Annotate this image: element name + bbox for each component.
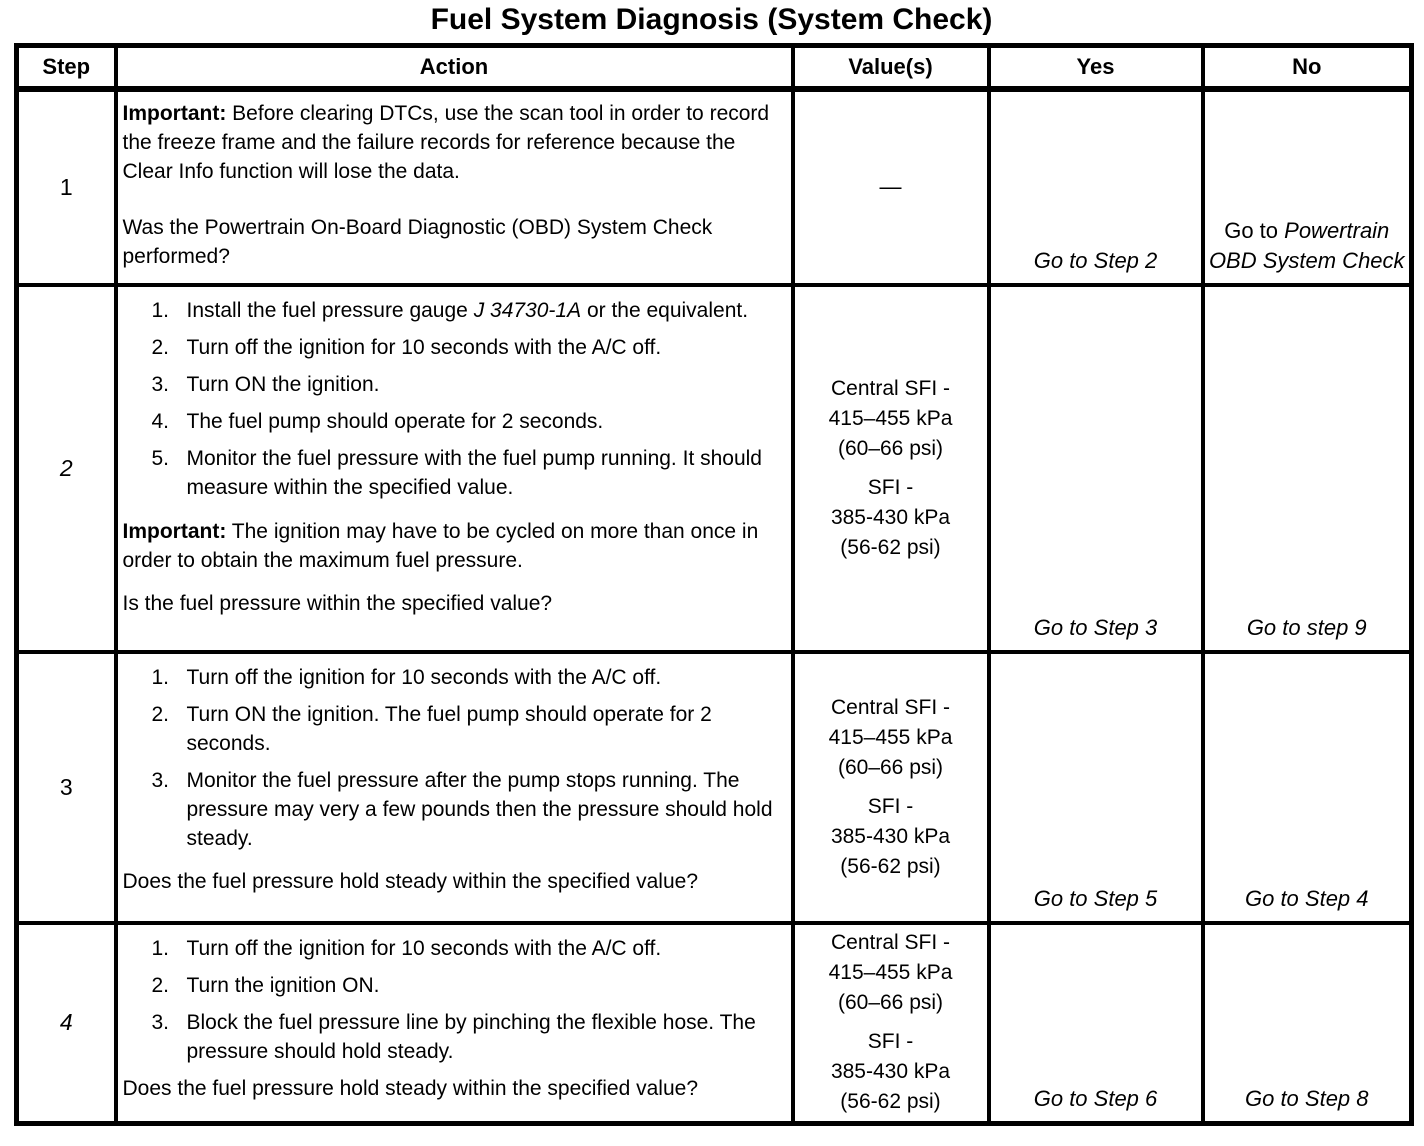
col-header-values: Value(s) <box>793 46 989 90</box>
item-text: Monitor the fuel pressure with the fuel pump running. It should measure within the specified value. <box>186 447 762 499</box>
value-line: 415–455 kPa <box>828 726 953 749</box>
value-group-central-sfi <box>797 928 985 1018</box>
item-text: Turn the ignition ON. <box>186 974 380 997</box>
value-dash: — <box>879 174 902 199</box>
action-step-list <box>123 663 777 853</box>
item-text: Install the fuel pressure gauge <box>186 299 474 322</box>
yes-cell: Go to Step 2 <box>989 89 1203 285</box>
col-header-action: Action <box>116 46 793 90</box>
action-step-item <box>123 333 777 362</box>
tool-number: J 34730-1A <box>473 299 582 322</box>
yes-cell: Go to Step 5 <box>989 652 1203 923</box>
table-row-step-1 <box>17 89 1412 285</box>
action-step-list <box>123 934 777 1066</box>
value-cell <box>793 923 989 1123</box>
action-question: Is the fuel pressure within the specified value? <box>122 592 553 615</box>
value-line: (60–66 psi) <box>837 756 944 779</box>
action-step-item <box>123 663 777 692</box>
value-line: (60–66 psi) <box>837 991 944 1015</box>
action-step-item <box>123 296 777 325</box>
value-line: 385-430 kPa <box>830 506 951 529</box>
table-row-step-2 <box>17 285 1412 652</box>
value-line: (56-62 psi) <box>840 855 941 878</box>
value-line: Central SFI - <box>830 931 951 955</box>
important-text: The ignition may have to be cycled on more than once in order to obtain the maximum fuel pressure. <box>122 520 759 572</box>
col-header-no: No <box>1203 46 1412 90</box>
item-text: Turn off the ignition for 10 seconds with the A/C off. <box>186 937 662 960</box>
action-step-item <box>123 444 777 502</box>
step-number: 3 <box>17 652 116 923</box>
page-title: Fuel System Diagnosis (System Check) <box>430 3 993 36</box>
col-header-step: Step <box>17 46 116 90</box>
table-row-step-3 <box>17 652 1412 923</box>
important-text: Before clearing DTCs, use the scan tool in order to record the freeze frame and the failure records for reference because the Clear Info function will lose the data. <box>122 102 770 183</box>
value-cell <box>793 652 989 923</box>
action-step-item <box>123 370 777 399</box>
item-number: 3. <box>151 1011 170 1034</box>
value-line: 415–455 kPa <box>828 961 953 985</box>
item-text: Turn ON the ignition. <box>186 373 380 396</box>
action-question: Was the Powertrain On-Board Diagnostic (OBD) System Check performed? <box>122 216 713 268</box>
item-number: 3. <box>151 769 170 792</box>
item-text: Turn off the ignition for 10 seconds with the A/C off. <box>186 336 662 359</box>
item-number: 5. <box>151 447 170 470</box>
action-step-item <box>123 1008 777 1066</box>
value-line: SFI - <box>867 476 914 499</box>
value-group-sfi <box>797 473 985 563</box>
value-line: (56-62 psi) <box>840 1090 941 1114</box>
important-note <box>123 99 777 186</box>
header-row <box>17 46 1412 90</box>
action-step-item <box>123 700 777 758</box>
important-label: Important: <box>122 520 227 543</box>
yes-cell: Go to Step 3 <box>989 285 1203 652</box>
important-label: Important: <box>122 102 227 125</box>
value-cell <box>793 285 989 652</box>
action-step-item <box>123 971 777 1000</box>
value-group-central-sfi <box>797 374 985 464</box>
item-number: 2. <box>151 336 170 359</box>
item-text: Turn off the ignition for 10 seconds with the A/C off. <box>186 666 662 689</box>
step-number: 2 <box>17 285 116 652</box>
value-line: 385-430 kPa <box>830 1060 951 1084</box>
action-step-item <box>123 766 777 853</box>
item-text: The fuel pump should operate for 2 seconds. <box>186 410 604 433</box>
item-text: Block the fuel pressure line by pinching the flexible hose. The pressure should hold steady. <box>186 1011 756 1063</box>
no-cell: Go to Step 8 <box>1203 923 1412 1123</box>
value-line: SFI - <box>867 1030 914 1054</box>
col-header-yes: Yes <box>989 46 1203 90</box>
no-cell <box>1203 89 1412 285</box>
important-note <box>123 517 777 575</box>
value-line: 385-430 kPa <box>830 825 951 848</box>
value-line: Central SFI - <box>830 377 951 400</box>
value-cell <box>793 89 989 285</box>
item-number: 1. <box>151 666 170 689</box>
action-cell <box>116 923 793 1123</box>
item-number: 2. <box>151 974 170 997</box>
action-step-item <box>123 934 777 963</box>
value-line: 415–455 kPa <box>828 407 953 430</box>
item-number: 2. <box>151 703 170 726</box>
item-number: 1. <box>151 937 170 960</box>
no-cell: Go to step 9 <box>1203 285 1412 652</box>
action-step-list <box>123 296 777 502</box>
value-group-central-sfi <box>797 693 985 783</box>
no-reference: Powertrain OBD System Check <box>1208 218 1405 273</box>
value-group-sfi <box>797 792 985 882</box>
step-number: 1 <box>17 89 116 285</box>
item-number: 1. <box>151 299 170 322</box>
table-row-step-4 <box>17 923 1412 1123</box>
value-line: (56-62 psi) <box>840 536 941 559</box>
action-step-item <box>123 407 777 436</box>
value-line: Central SFI - <box>830 696 951 719</box>
action-cell <box>116 285 793 652</box>
no-cell: Go to Step 4 <box>1203 652 1412 923</box>
value-line: SFI - <box>867 795 914 818</box>
item-number: 3. <box>151 373 170 396</box>
value-group-sfi <box>797 1027 985 1117</box>
action-cell <box>116 652 793 923</box>
step-number: 4 <box>17 923 116 1123</box>
action-question: Does the fuel pressure hold steady within the specified value? <box>122 1077 699 1100</box>
yes-cell: Go to Step 6 <box>989 923 1203 1123</box>
action-cell <box>116 89 793 285</box>
no-prefix: Go to <box>1224 218 1279 243</box>
action-question: Does the fuel pressure hold steady within the specified value? <box>122 870 699 893</box>
item-text: or the equivalent. <box>581 299 749 322</box>
item-text: Monitor the fuel pressure after the pump stops running. The pressure may very a few pounds then the pressure should hold steady. <box>186 769 773 850</box>
item-number: 4. <box>151 410 170 433</box>
diagnosis-table <box>14 43 1414 1126</box>
item-text: Turn ON the ignition. The fuel pump should operate for 2 seconds. <box>186 703 712 755</box>
value-line: (60–66 psi) <box>837 437 944 460</box>
